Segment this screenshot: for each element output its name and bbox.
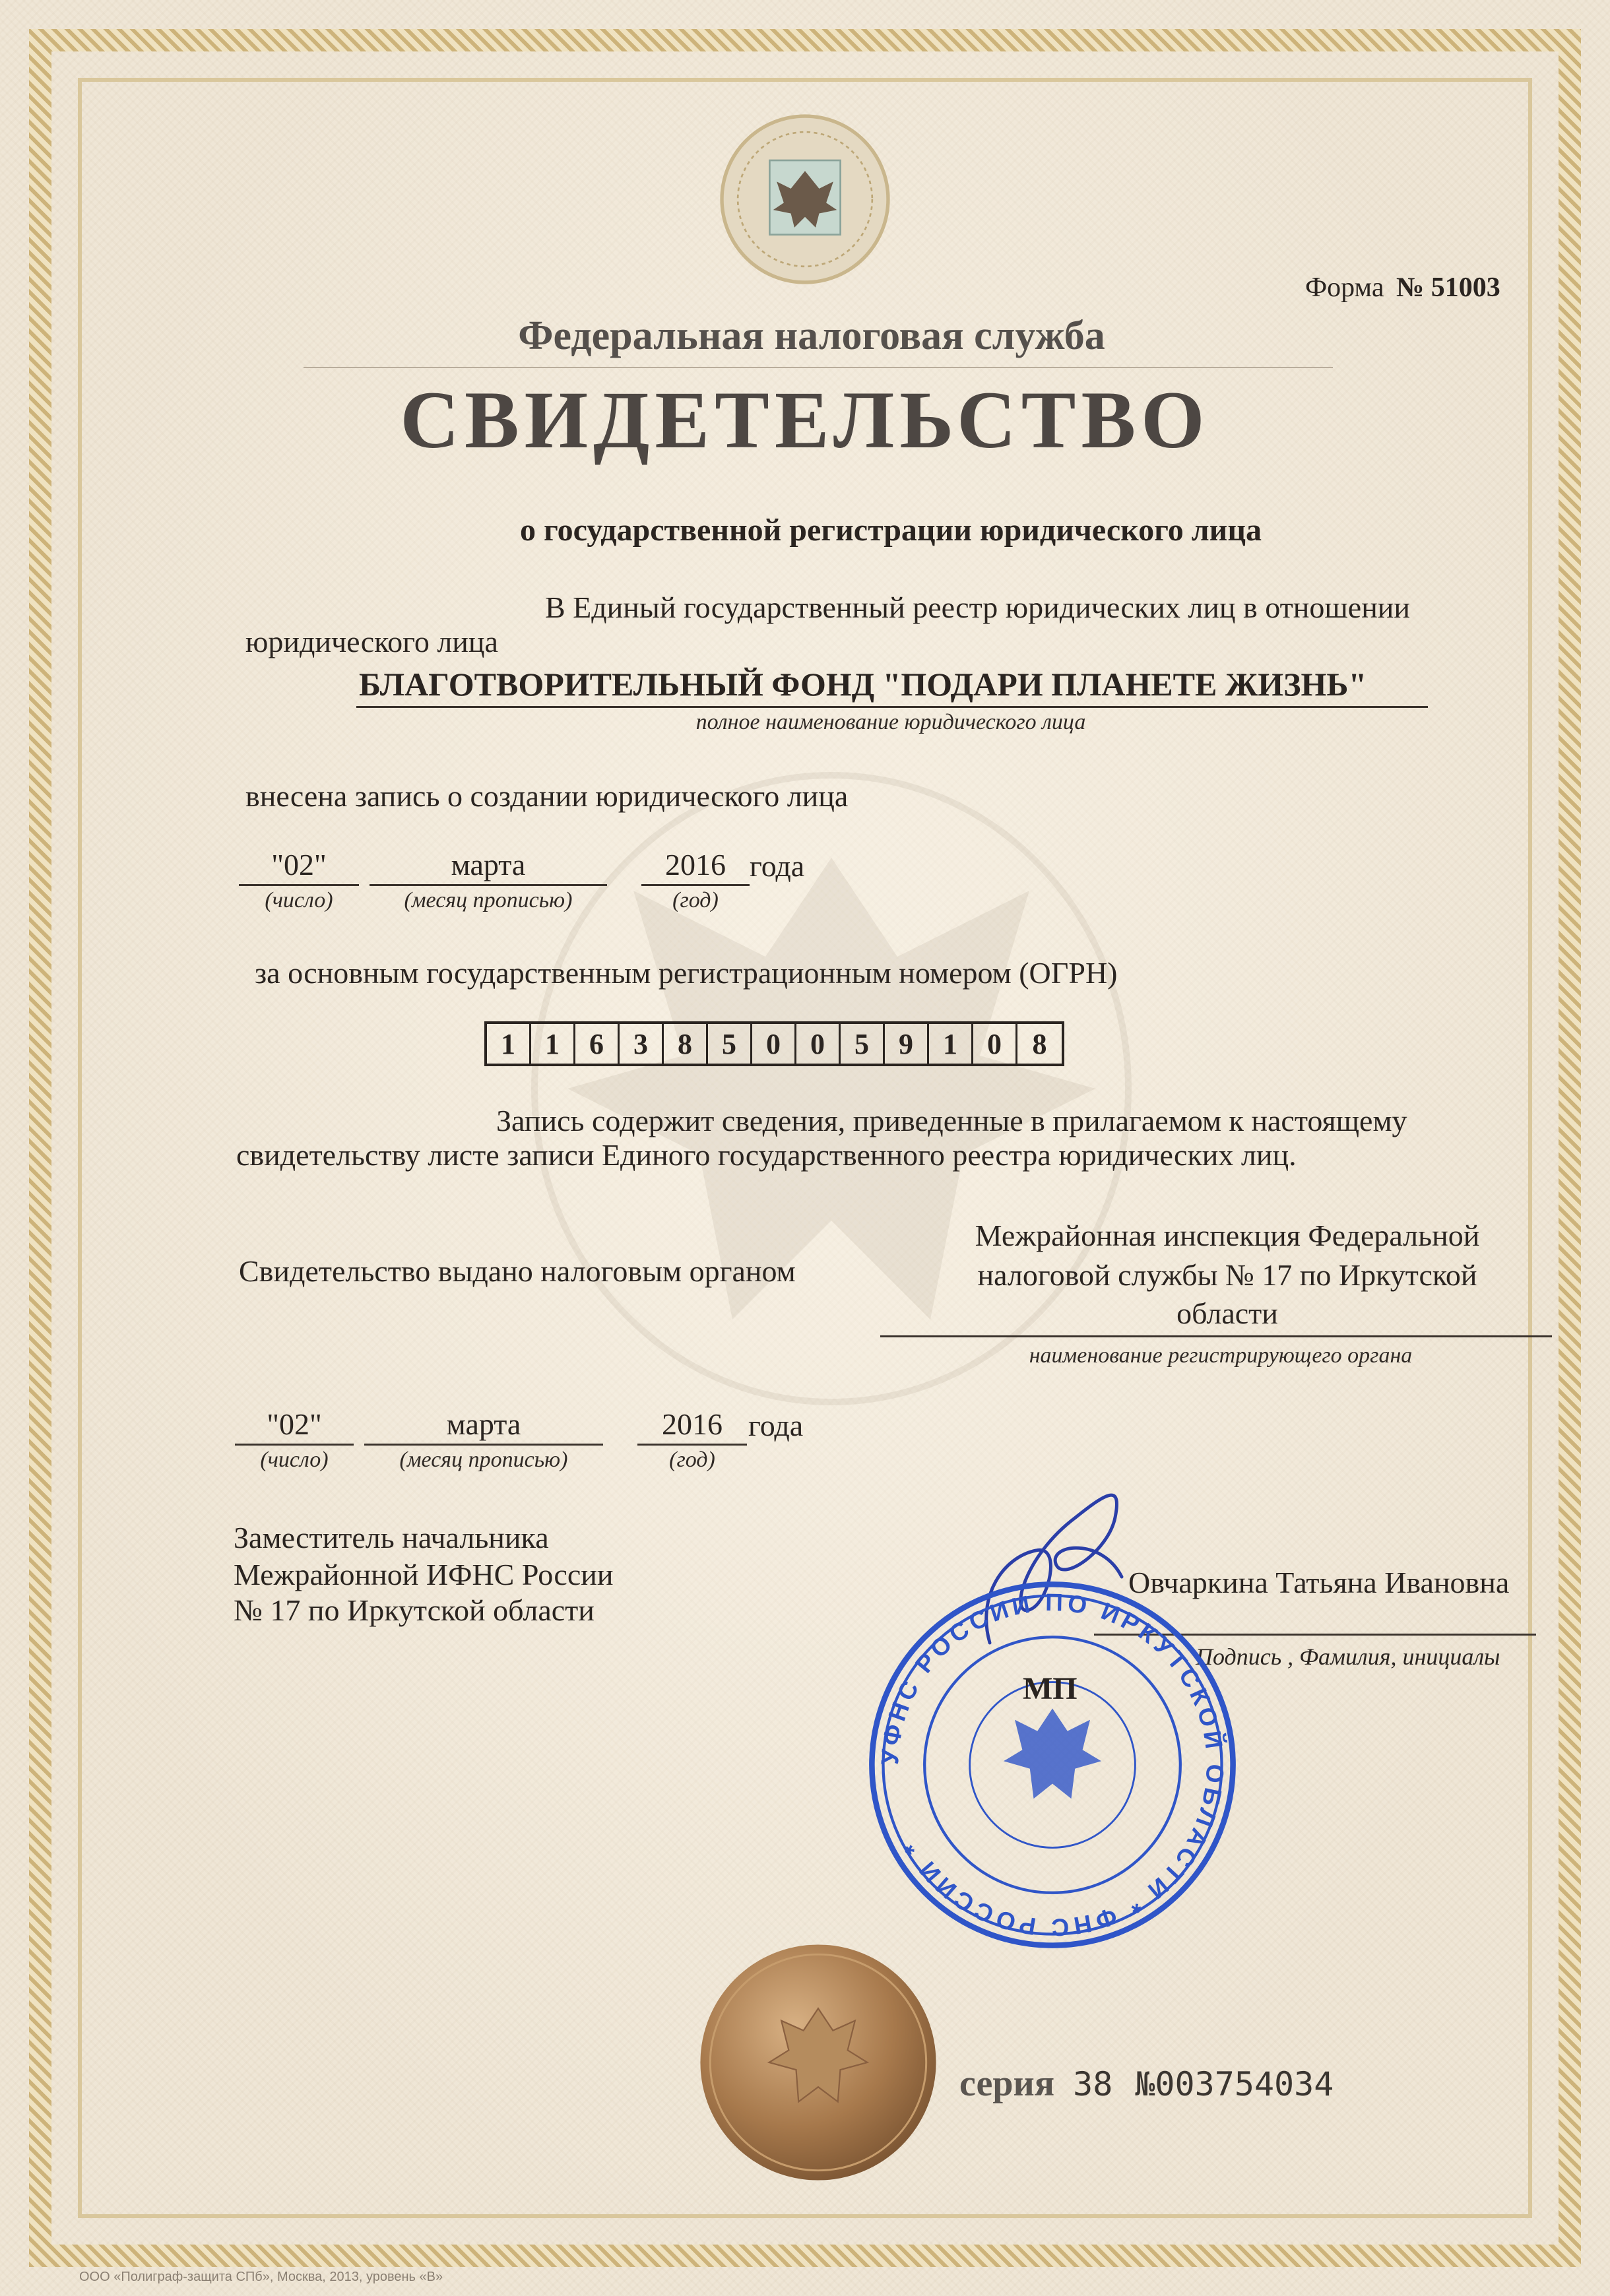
ogrn-digit: 3 [620, 1024, 664, 1064]
issue-date-month: марта [446, 1407, 521, 1441]
series-number: №003754034 [1135, 2065, 1334, 2103]
official-title-2: Межрайонной ИФНС России [234, 1558, 614, 1591]
ogrn-digit: 6 [575, 1024, 620, 1064]
signature-caption: Подпись , Фамилия, инициалы [1196, 1643, 1500, 1670]
record-date-month-rule [370, 884, 607, 886]
record-date-month: марта [451, 848, 526, 881]
record-date-day: "02" [271, 848, 327, 881]
issue-date-year-caption: (год) [669, 1448, 715, 1472]
issue-date-day: "02" [267, 1407, 322, 1441]
record-date-year-caption: (год) [672, 888, 719, 912]
form-label: Форма [1305, 272, 1384, 303]
issue-date-day-caption: (число) [260, 1448, 329, 1472]
form-number [1305, 272, 1500, 303]
record-date-day-rule [239, 884, 359, 886]
ogrn-digit: 5 [841, 1024, 885, 1064]
official-title-1: Заместитель начальника [234, 1521, 549, 1554]
issuer-line-3: области [1176, 1296, 1278, 1330]
issuer-rule [880, 1335, 1552, 1337]
page-subtitle: о государственной регистрации юридического лица [520, 513, 1262, 548]
ogrn-digit: 0 [796, 1024, 841, 1064]
official-stamp [864, 1577, 1240, 1953]
record-date-year: 2016 [665, 848, 726, 881]
page-title: СВИДЕТЕЛЬСТВО [400, 375, 1210, 465]
ogrn-digit: 5 [708, 1024, 752, 1064]
issued-by-label: Свидетельство выдано налоговым органом [239, 1254, 796, 1288]
ogrn-digit: 9 [885, 1024, 929, 1064]
issuer-line-2: налоговой службы № 17 по Иркутской [977, 1258, 1477, 1292]
series-label: серия [959, 2063, 1055, 2104]
record-date-suffix: года [750, 849, 805, 883]
intro-line-2: юридического лица [245, 625, 498, 658]
official-title-3: № 17 по Иркутской области [234, 1593, 595, 1627]
stamp-ring-text: УФНС РОССИИ ПО ИРКУТСКОЙ ОБЛАСТИ * ФНС РОССИИ * [875, 1588, 1230, 1942]
series [959, 2062, 1334, 2105]
entity-name: БЛАГОТВОРИТЕЛЬНЫЙ ФОНД "ПОДАРИ ПЛАНЕТЕ ЖИЗНЬ" [359, 666, 1367, 703]
record-contents-line-2: свидетельству листе записи Единого государственного реестра юридических лиц. [236, 1138, 1297, 1172]
entity-name-caption: полное наименование юридического лица [695, 710, 1086, 734]
issue-date-day-rule [235, 1444, 354, 1446]
gold-seal [695, 1940, 941, 2185]
ogrn-digit: 1 [929, 1024, 973, 1064]
record-date-day-caption: (число) [265, 888, 333, 912]
series-value: 38 [1073, 2065, 1113, 2103]
ogrn-digit: 0 [973, 1024, 1017, 1064]
intro-line-1: В Единый государственный реестр юридических лиц в отношении [545, 590, 1411, 624]
issue-date-month-caption: (месяц прописью) [399, 1448, 568, 1472]
agency-rule [304, 367, 1333, 368]
ogrn-digit: 0 [752, 1024, 796, 1064]
official-name: Овчаркина Татьяна Ивановна [1128, 1566, 1510, 1599]
record-date-month-caption: (месяц прописью) [404, 888, 573, 912]
ogrn-digit: 8 [1032, 1027, 1047, 1060]
stamp-place: МП [1023, 1671, 1078, 1706]
issuer-caption: наименование регистрирующего органа [1029, 1343, 1413, 1368]
agency-name: Федеральная налоговая служба [518, 313, 1105, 358]
issue-date-month-rule [364, 1444, 603, 1446]
entity-name-rule [356, 706, 1428, 708]
issuer-line-1: Межрайонная инспекция Федеральной [975, 1219, 1480, 1252]
record-contents-line-1: Запись содержит сведения, приведенные в прилагаемом к настоящему [496, 1104, 1407, 1137]
hologram-emblem [717, 111, 893, 288]
issue-date-year-rule [637, 1444, 747, 1446]
ogrn-digit: 1 [531, 1024, 575, 1064]
ogrn-label: за основным государственным регистрационным номером (ОГРН) [255, 956, 1118, 990]
issue-date-year: 2016 [662, 1407, 723, 1441]
ogrn-digit: 8 [664, 1024, 708, 1064]
issue-date-suffix: года [748, 1409, 804, 1442]
ogrn-digit: 1 [487, 1024, 531, 1064]
printer-footer: ООО «Полиграф-защита СПб», Москва, 2013, уровень «В» [79, 2270, 443, 2284]
ogrn-number [484, 1021, 1064, 1066]
form-value: № 51003 [1396, 272, 1500, 303]
record-date-year-rule [641, 884, 750, 886]
record-text: внесена запись о создании юридического лица [245, 779, 849, 813]
